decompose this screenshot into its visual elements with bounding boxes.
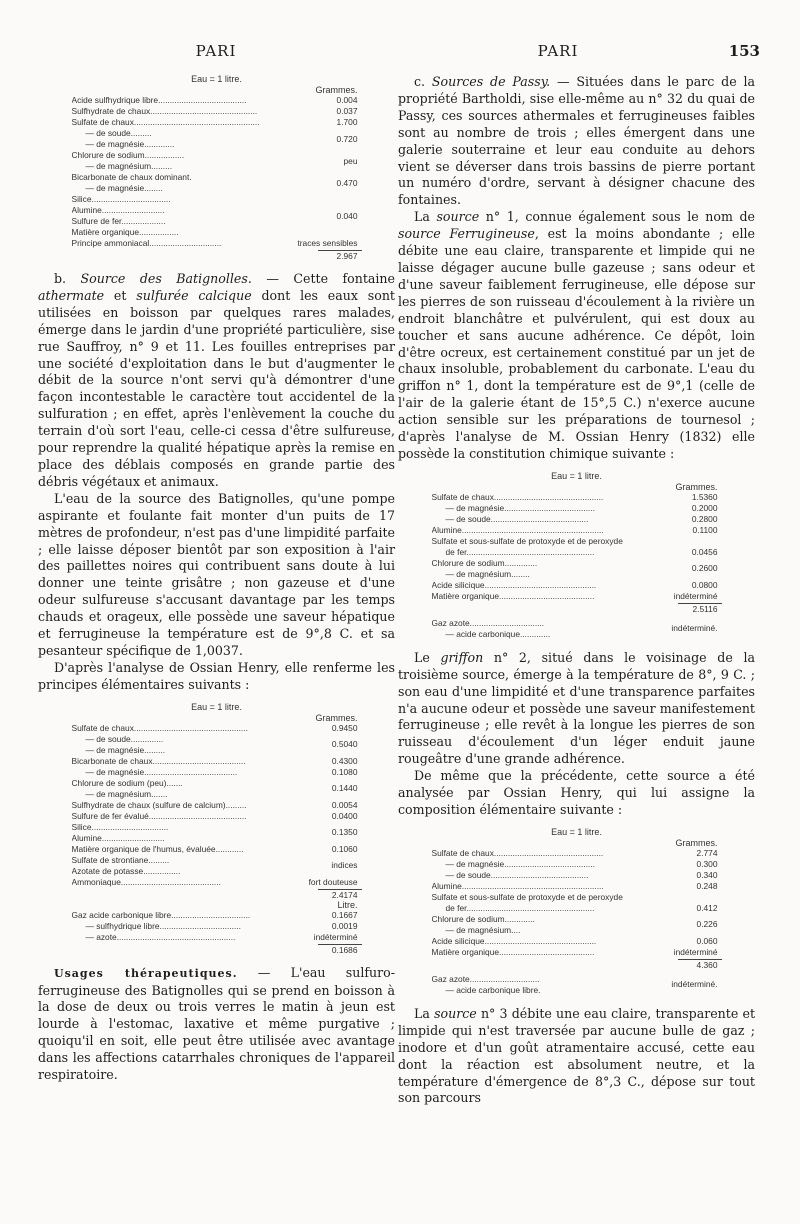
row-label: — azote................................................... xyxy=(85,931,236,942)
analysis-table-2 xyxy=(72,702,362,955)
para-emphasis: griffon xyxy=(440,649,484,665)
row-value: 0.0400 xyxy=(331,810,358,821)
row-value: indéterminé xyxy=(673,590,718,601)
table-row xyxy=(432,618,722,629)
para-text: — L'eau sulfuro-ferrugineuse des Batignolles qui se prend en boisson à la dose de deux ou trois verres le matin à jeun est lourde à l'estomac, laxative et même purgative ; quoiqu'il en soit, elle peut être utilisée avec avantage dans les affections catarrhales chroniques de l'appareil respiratoire. xyxy=(38,964,395,1083)
row-label: Sulfhydrate de chaux.............................................. xyxy=(71,106,258,116)
table-row xyxy=(72,844,362,855)
table-row xyxy=(72,723,362,734)
table-row xyxy=(432,514,722,525)
row-value: 0.4300 xyxy=(331,755,358,766)
table-unit: Grammes. xyxy=(675,481,718,492)
table-row xyxy=(432,892,722,903)
row-label: Sulfhydrate de chaux (sulfure de calcium)......... xyxy=(71,799,247,810)
row-label: Sulfate et sous-sulfate de protoxyde et de peroxyde xyxy=(431,891,623,902)
row-label: Silice.................................. xyxy=(71,194,171,204)
row-label: — de magnésie........ xyxy=(85,183,163,193)
row-label: — de magnésie............. xyxy=(85,139,175,149)
table-row xyxy=(432,914,722,925)
row-label: — de soude......... xyxy=(85,128,152,138)
para-text: et xyxy=(104,287,137,303)
row-value: 0.9450 xyxy=(331,722,358,733)
row-label: de fer....................................................... xyxy=(445,546,595,557)
table-row xyxy=(432,580,722,591)
para-text: dont les eaux sont utilisées en boisson par quelques rares malades, émerge dans le jardin d'une propriété particulière, sise rue Sauffroy, n° 9 et 11. Les fouilles entreprises par une société d'exploitation dans le but d'augmenter le débit de la source n'ont servi qu'à démontrer d'une façon incontestable le caractère tout accidentel de la sulfuration ; en effet, après l'enlèvement la couche du terrain d'où sort l'eau, celle-ci cessa d'être sulfureuse, pour reprendre la qualité hépatique après la remise en place des déblais composés en grande partie des débris végétaux et animaux. xyxy=(38,287,395,489)
table-body xyxy=(72,95,362,249)
row-value xyxy=(656,536,722,547)
row-label: Matière organique de l'humus, évaluée............ xyxy=(71,843,244,854)
row-label: — de magnésie....................................... xyxy=(445,502,595,513)
right-column xyxy=(398,74,755,1107)
row-value: 0.412 xyxy=(696,902,718,913)
analysis-table-3 xyxy=(432,471,722,640)
table-total: 2.967 xyxy=(318,250,362,261)
row-value: 0.0054 xyxy=(331,799,358,810)
row-value: 0.2600 xyxy=(691,563,718,574)
row-label: Sulfate de chaux............................................... xyxy=(431,491,604,502)
row-value: 0.226 xyxy=(696,919,718,930)
para-label: b. xyxy=(54,271,81,286)
row-value xyxy=(656,892,722,903)
table-row xyxy=(72,117,362,128)
para-emphasis: source Ferrugineuse xyxy=(398,226,535,242)
row-label: Azotate de potasse................ xyxy=(71,865,181,876)
row-label: Principe ammoniacal............................... xyxy=(71,238,222,248)
left-column xyxy=(38,74,395,1084)
paragraph-usages xyxy=(38,965,395,1084)
row-label: — de soude.......................................... xyxy=(445,869,589,880)
row-label: — acide carbonique............. xyxy=(445,628,551,639)
table-row xyxy=(432,947,722,958)
row-label: Alumine........................... xyxy=(71,832,165,843)
table-body xyxy=(432,848,722,958)
para-text: La xyxy=(414,1005,435,1021)
row-label: Gaz acide carbonique libre.................................. xyxy=(71,909,251,920)
table-body xyxy=(72,723,362,888)
row-value: 0.1100 xyxy=(692,524,718,535)
row-label: Acide silicique................................................ xyxy=(431,579,597,590)
row-label: — de magnésium.... xyxy=(445,924,521,935)
row-value: indéterminé xyxy=(313,931,358,942)
row-label: Chlorure de sodium................. xyxy=(71,150,185,160)
running-header xyxy=(40,42,760,66)
row-value: traces sensibles xyxy=(297,238,358,248)
paragraph-griffon-2-analysis: De même que la précédente, cette source a été analysée par Ossian Henry, qui lui assigne la composition élémentaire suivante : xyxy=(398,768,755,817)
section-title: Usages thérapeutiques. xyxy=(54,966,238,980)
row-value: 0.248 xyxy=(696,880,718,891)
row-label: Sulfate de strontiane......... xyxy=(71,854,170,865)
para-emphasis: sulfurée calcique xyxy=(136,287,252,303)
para-emphasis: source xyxy=(436,209,480,225)
table-total: 4.360 xyxy=(678,959,722,970)
table-row xyxy=(432,547,722,558)
row-value: 0.300 xyxy=(696,858,718,869)
row-value: 0.060 xyxy=(696,935,718,946)
section-title: Sources de Passy. xyxy=(431,74,551,89)
row-label: Bicarbonate de chaux........................................ xyxy=(71,755,246,766)
row-value: 0.1080 xyxy=(331,766,358,777)
para-emphasis: source xyxy=(434,1005,477,1021)
table-body xyxy=(432,492,722,602)
row-value: 2.774 xyxy=(696,847,718,858)
table-unit-litre: Litre. xyxy=(337,899,358,910)
para-text: Le xyxy=(414,649,441,665)
paragraph-passy-intro xyxy=(398,74,755,209)
table-row xyxy=(72,756,362,767)
row-label: — de magnésie......... xyxy=(85,744,166,755)
row-value: 1.700 xyxy=(336,117,358,127)
row-label: Chlorure de sodium (peu)....... xyxy=(71,777,183,788)
row-value: indéterminé. xyxy=(671,979,718,990)
table-caption: Eau = 1 litre. xyxy=(191,74,242,84)
row-value: 0.037 xyxy=(336,106,358,116)
row-value: peu xyxy=(343,155,358,166)
header-right-title: PARI xyxy=(537,42,579,60)
row-value: 0.0800 xyxy=(691,579,718,590)
row-label: — de magnésium........ xyxy=(445,568,530,579)
table-caption: Eau = 1 litre. xyxy=(551,470,602,481)
table-row xyxy=(72,95,362,106)
para-text: — Cette fontaine xyxy=(251,271,395,286)
paragraph-source-1 xyxy=(398,209,755,463)
row-label: Gaz azote.............................. xyxy=(431,973,540,984)
row-value: indices xyxy=(331,860,358,871)
paragraph-batignolles-analysis: D'après l'analyse de Ossian Henry, elle renferme les principes élémentaires suivants : xyxy=(38,659,395,692)
table-row xyxy=(72,811,362,822)
row-value: 0.004 xyxy=(336,95,358,105)
row-label: Sulfure de fer................... xyxy=(71,216,166,226)
table-row xyxy=(432,536,722,547)
gas-table xyxy=(72,910,362,943)
row-value: 0.2800 xyxy=(691,513,718,524)
table-row xyxy=(432,525,722,536)
table-row xyxy=(72,877,362,888)
table-row xyxy=(72,106,362,117)
paragraph-batignolles-water: L'eau de la source des Batignolles, qu'une pompe aspirante et foulante fait monter d'un puits de 17 mètres de profondeur, n'est pas d'une limpidité parfaite ; elle laisse déposer bientôt par son exposition à l'air des paillettes noires qui contribuent sans doute à lui donner une teinte grisâtre ; non gazeuse et d'une odeur sulfureuse s'accusant davantage par les temps chauds et orageux, elle possède une saveur hépatique et ferrugineuse la température est de 9°,8 C. et sa pesanteur spécifique de 1,0037. xyxy=(38,490,395,658)
section-title: Source des Batignolles. xyxy=(80,271,252,286)
table-row xyxy=(432,903,722,914)
table-row xyxy=(432,591,722,602)
table-row xyxy=(72,734,362,745)
table-row xyxy=(72,194,362,205)
table-row xyxy=(72,921,362,932)
table-row xyxy=(432,492,722,503)
row-label: Chlorure de sodium.............. xyxy=(431,557,538,568)
table-row xyxy=(72,238,362,249)
table-unit: Grammes. xyxy=(315,85,358,95)
row-label: — de soude.............. xyxy=(85,733,164,744)
table-total: 2.5116 xyxy=(678,603,722,614)
para-text: — Situées dans le parc de la propriété Bartholdi, sise elle-même au n° 32 du quai de Passy, ces sources athermales et ferrugineuses faibles sont au nombre de trois ; elles émergent dans une galerie souterraine et leur eau conduite au dehors vient se déverser dans trois bassins de pierre portant un numéro d'ordre, servant à désigner chacune des fontaines. xyxy=(398,74,756,208)
row-label: de fer....................................................... xyxy=(445,902,595,913)
table-caption: Eau = 1 litre. xyxy=(551,826,602,837)
table-total: 2.4174 xyxy=(318,889,362,900)
row-value: 0.1667 xyxy=(331,909,358,920)
table-row xyxy=(432,503,722,514)
analysis-table-1 xyxy=(72,74,362,261)
row-label: Silice................................. xyxy=(71,821,169,832)
table-row xyxy=(432,870,722,881)
table-row xyxy=(72,150,362,161)
header-left-title: PARI xyxy=(195,42,237,60)
table-row xyxy=(432,859,722,870)
para-text: n° 1, connue également sous le nom de xyxy=(479,209,755,225)
row-value: indéterminé. xyxy=(671,623,718,634)
table-caption: Eau = 1 litre. xyxy=(191,701,242,712)
row-label: Matière organique......................................... xyxy=(431,590,595,601)
row-label: — de magnésium....... xyxy=(85,788,168,799)
page-number: 153 xyxy=(728,42,760,60)
para-text: n° 3 débite une eau claire, transparente et limpide qui n'est traversée par aucune bulle de gaz ; inodore et d'un goût atramentaire accusé, cette eau dont la réaction est absolument neutre, et la température d'émergence de 8°,3 C., dépose sur tout son parcours xyxy=(398,1005,755,1106)
row-label: — de magnésie....................................... xyxy=(445,858,595,869)
row-label: Chlorure de sodium............. xyxy=(431,913,535,924)
row-value: 0.1350 xyxy=(331,827,358,838)
table-row xyxy=(72,910,362,921)
row-label: Ammoniaque........................................... xyxy=(71,876,221,887)
table-row xyxy=(432,881,722,892)
row-value: 0.1060 xyxy=(331,843,358,854)
table-row xyxy=(72,778,362,789)
table-row xyxy=(72,932,362,943)
table-unit: Grammes. xyxy=(315,712,358,723)
analysis-table-4 xyxy=(432,827,722,996)
table-unit: Grammes. xyxy=(675,837,718,848)
row-value: 0.2000 xyxy=(691,502,718,513)
row-label: Alumine........................... xyxy=(71,205,165,215)
table-row xyxy=(432,848,722,859)
row-value: 0.040 xyxy=(336,210,358,221)
table-row xyxy=(432,936,722,947)
row-value: 0.720 xyxy=(336,133,358,144)
table-row xyxy=(72,767,362,778)
row-value: 1.5360 xyxy=(691,491,718,502)
row-label: Sulfate de chaux................................................. xyxy=(71,722,248,733)
row-label: Bicarbonate de chaux dominant. xyxy=(71,172,192,182)
row-value: 0.0456 xyxy=(691,546,718,557)
para-text: n° 2, situé dans le voisinage de la troisième source, émerge à la température de 8°, 9 C. ; son eau d'une limpidité et d'une transparence parfaites n'a aucune odeur et possède une saveur manifestement ferrugineuse ; elle revêt à la longue les pierres de son ruisseau d'écoulement d'un léger enduit jaune rougeâtre d'une grande adhérence. xyxy=(398,649,755,767)
table-row xyxy=(432,558,722,569)
row-value: 0.470 xyxy=(336,177,358,188)
table-row xyxy=(432,974,722,985)
paragraph-griffon-2 xyxy=(398,650,755,768)
row-value: indéterminé xyxy=(673,946,718,957)
row-label: Sulfate de chaux...................................................... xyxy=(71,117,260,127)
row-label: Alumine............................................................. xyxy=(431,524,604,535)
row-label: Acide sulfhydrique libre...................................... xyxy=(71,95,247,105)
row-label: Sulfure de fer évalué.......................................... xyxy=(71,810,247,821)
row-label: — de magnésium......... xyxy=(85,161,173,171)
row-label: — sulfhydrique libre................................... xyxy=(85,920,241,931)
row-value: 0.0019 xyxy=(331,920,358,931)
para-label: c. xyxy=(414,74,432,89)
row-label: Alumine............................................................. xyxy=(431,880,604,891)
para-text: La xyxy=(414,209,437,225)
gas-total: 0.1686 xyxy=(318,944,362,955)
gas-table xyxy=(432,974,722,996)
table-row xyxy=(72,800,362,811)
row-value: 0.340 xyxy=(696,869,718,880)
row-value: 0.1440 xyxy=(331,783,358,794)
paragraph-source-3 xyxy=(398,1006,755,1107)
row-label: Sulfate et sous-sulfate de protoxyde et de peroxyde xyxy=(431,535,623,546)
row-label: — acide carbonique libre. xyxy=(445,984,541,995)
table-row xyxy=(72,128,362,139)
table-row xyxy=(72,822,362,833)
table-row xyxy=(72,172,362,183)
paragraph-batignolles-intro xyxy=(38,271,395,491)
row-label: Sulfate de chaux............................................... xyxy=(431,847,604,858)
row-value: fort douteuse xyxy=(308,876,358,887)
para-text: , est la moins abondante ; elle débite une eau claire, transparente et limpide qui ne laisse dégager aucune bulle gazeuse ; sans odeur et d'une saveur faiblement ferrugineuse, elle dépose sur les pierres de son ruisseau d'écoulement à la rivière un endroit blanchâtre et pulvérulent, qui est doux au toucher et sans aucune adhérence. Ce dépôt, loin d'être ocreux, est certainement constitué par un jet de chaux insoluble, probablement du carbonate. L'eau du griffon n° 1, dont la température est de 9°,1 (celle de l'air de la galerie étant de 15°,5 C.) n'exerce aucune action sensible sur les préparations de tournesol ; d'après l'analyse de M. Ossian Henry (1832) elle possède la constitution chimique suivante : xyxy=(398,226,755,461)
row-label: Gaz azote................................ xyxy=(431,617,545,628)
gas-table xyxy=(432,618,722,640)
row-label: Matière organique......................................... xyxy=(431,946,595,957)
row-label: — de soude.......................................... xyxy=(445,513,589,524)
row-label: Acide silicique................................................ xyxy=(431,935,597,946)
table-row xyxy=(72,855,362,866)
row-value: 0.5040 xyxy=(331,739,358,750)
row-label: — de magnésie........................................ xyxy=(85,766,238,777)
row-label: Matière organique................. xyxy=(71,227,179,237)
para-emphasis: athermate xyxy=(38,287,105,303)
